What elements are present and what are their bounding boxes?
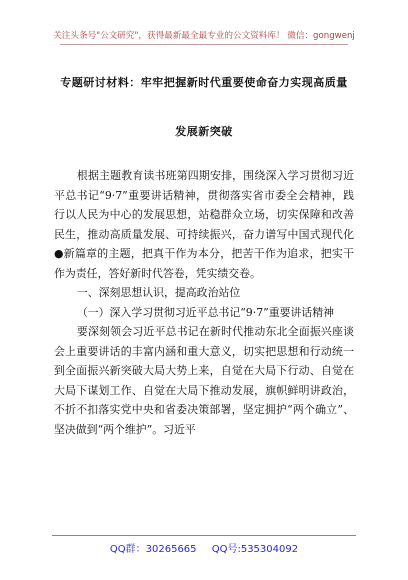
footer-qq-group: QQ群：30265665 (109, 544, 197, 555)
footer-qq-number: QQ号:535304092 (211, 544, 299, 555)
paragraph-intro: 根据主题教育读书班第四期安排，围绕深入学习贯彻习近平总书记“9·7”重要讲话精神，贯彻落实省市委全会精神，践行以人民为中心的发展思想，站稳群众立场，切实保障和改善民生，推动高质量发展、可持续振兴，奋力谱写中国式现代化●新篇章的主题，把真干作为本分，把苦干作为追求，把实干作为责任，答好新时代答卷，凭实绩交卷。 (54, 169, 354, 280)
section-heading-1: 一、深刻思想认识，提高政治站位 (76, 286, 241, 299)
paragraph-body: 要深刻领会习近平总书记在新时代推动东北全面振兴座谈会上重要讲话的丰富内涵和重大意义，切实把思想和行动统一到全面振兴新突破大局大势上来，自觉在大局下行动、自觉在大局下谋划工作、自觉在大局下推动发展，旗帜鲜明讲政治，不折不扣落实党中央和省委决策部署，坚定拥护“两个确立”、坚决做到“两个维护”。习近平 (54, 325, 354, 436)
document-title-line1: 专题研讨材料：牢牢把握新时代重要使命奋力实现高质量 (60, 76, 348, 89)
document-body (54, 166, 354, 439)
header-notice: 关注头条号"公文研究"，获得最新最全最专业的公文资料库！ 微信：gongwenj (53, 31, 355, 41)
header-divider (60, 44, 348, 45)
document-title-line2: 发展新突破 (175, 125, 233, 138)
footer (0, 540, 408, 555)
footer-divider (52, 535, 356, 536)
subsection-heading-1: （一）深入学习贯彻习近平总书记“9·7”重要讲话精神 (76, 305, 335, 319)
